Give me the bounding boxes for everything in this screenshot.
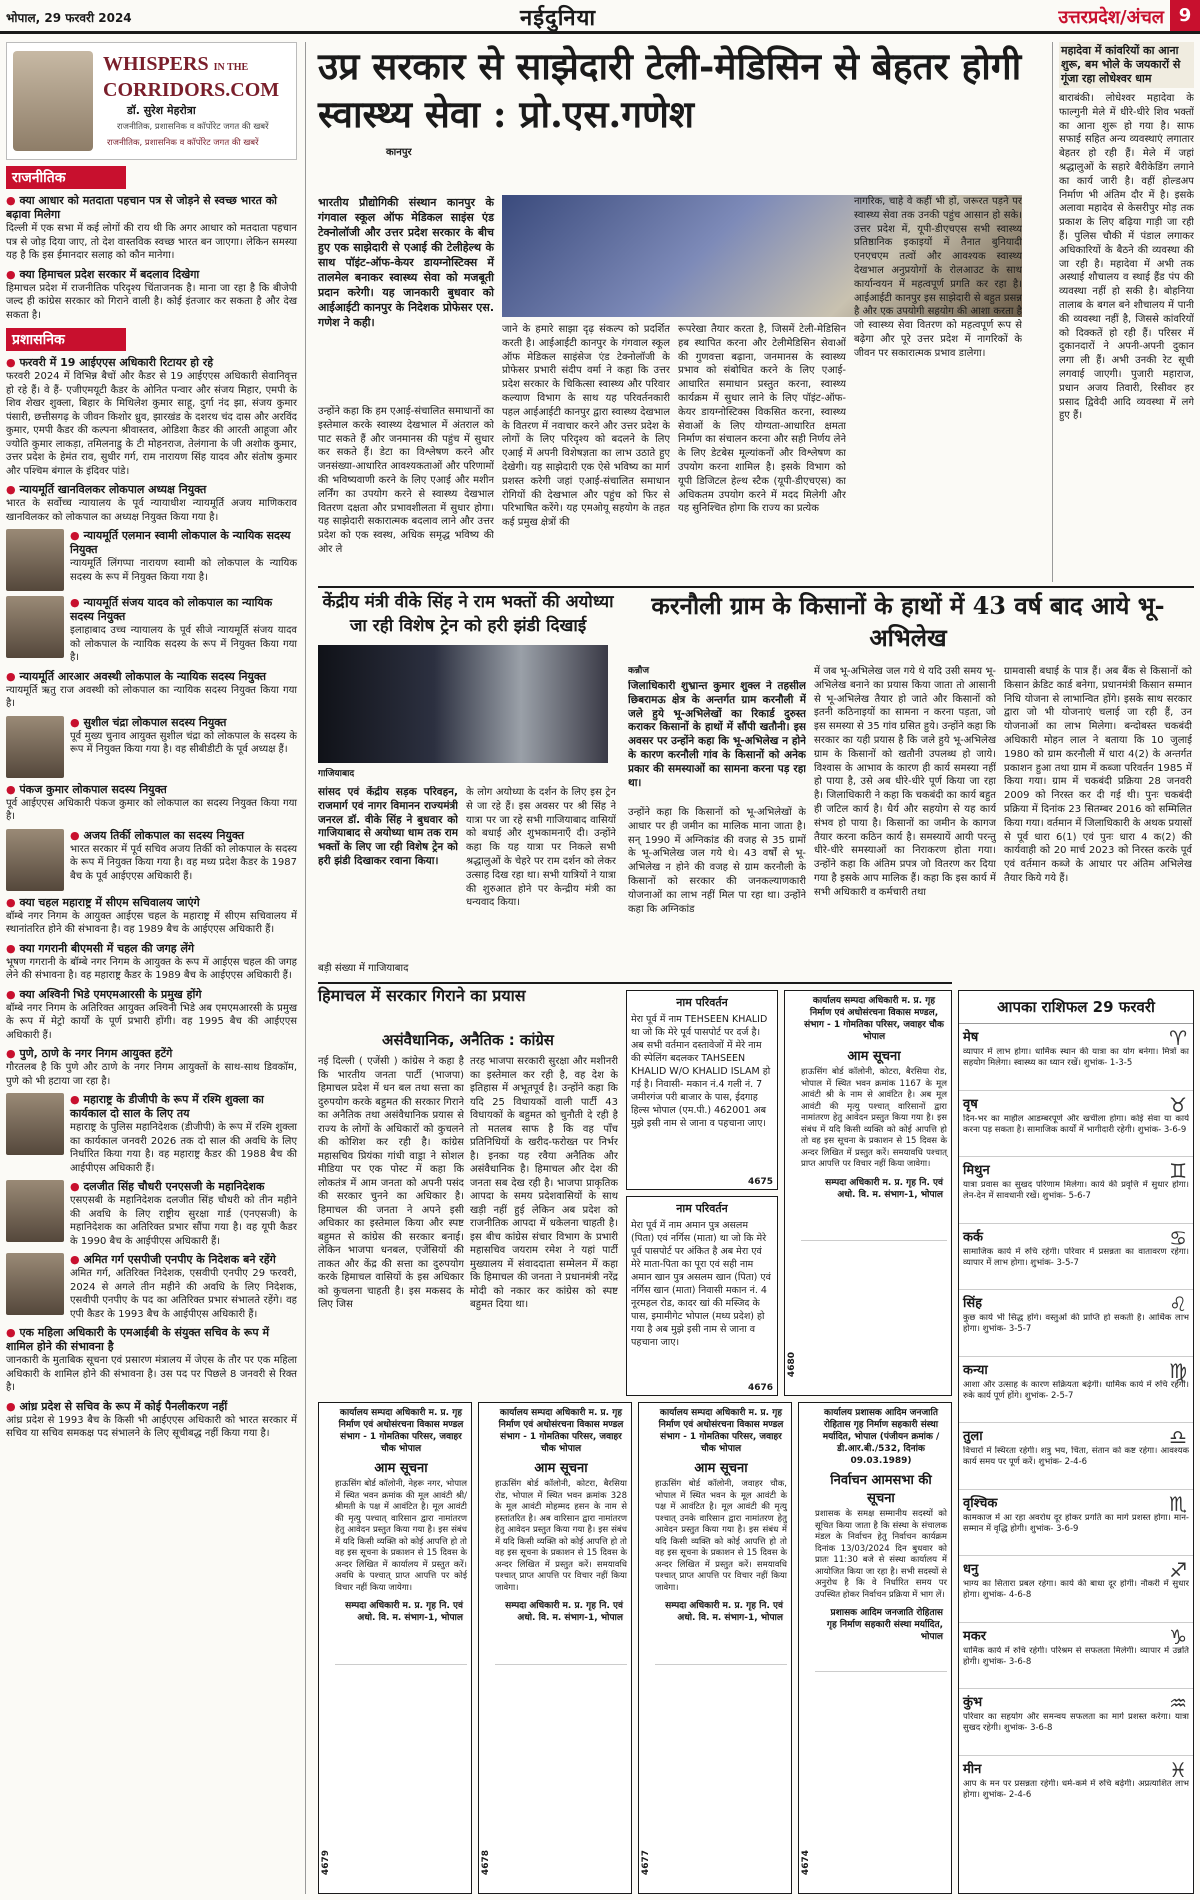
libra-icon: ♎ bbox=[1169, 1425, 1187, 1449]
train-photo bbox=[318, 645, 608, 763]
aquarius-icon: ♒ bbox=[1169, 1691, 1187, 1715]
train-col-2: के लोग अयोध्या के दर्शन के लिए इस ट्रेन से जा रहे हैं। इस अवसर पर श्री सिंह ने यात्रा पर जा रहे सभी गाजियाबाद वासियों को बधाई और शुभकामनाएँ दी। उन्होंने कहा कि यह यात्रा पर निकले सभी श्रद्धालुओं के चेहरे पर राम दर्शन को लेकर उत्साह दिख रहा था। सभी यात्रियों ने यात्रा की शुरुआत होने पर केन्द्रीय मंत्री का धन्यवाद किया। bbox=[466, 787, 616, 909]
public-notice: कार्यालय सम्पदा अधिकारी म. प्र. गृह निर्माण एवं अधोसंरचना विकास मण्डल संभाग - 1 गोमतिका परिसर, जवाहर चौक भोपाल आम सूचना हाऊसिंग बोर्ड कॉलोनी, कोटरा, बैरसिया रोड, भोपाल में स्थित भवन क्रमांक 328 के मूल आवंटी मोहम्मद हसन के नाम से हस्तांतरित है। अब वारिसान द्वारा नामांतरण हेतु आवेदन प्रस्तुत किया गया है। इस संबंध में यदि किसी व्यक्ति को कोई आपत्ति हो तो वह इस सूचना के प्रकाशन से 15 दिवस के अन्दर लिखित में प्रस्तुत करें। समयावधि पश्चात् प्राप्त आपत्ति पर विचार नहीं किया जावेगा। सम्पदा अधिकारी म. प्र. गृह नि. एवं अधो. वि. म. संभाग-1, भोपाल 4678 bbox=[478, 1402, 632, 1894]
zodiac-capricorn: मकर ♑ धार्मिक कार्य में रुचि रहेगी। परिश्रम से सफलता मिलेगी। व्यापार में उन्नति होगी। शुभांक- 3-6-8 bbox=[959, 1623, 1193, 1690]
lead-col-2: जाने के हमारे साझा दृढ़ संकल्प को प्रदर्शित करती है। आईआईटी कानपुर के गंगवाल स्कूल ऑफ मेडिकल साइंसेज एंड टेक्नोलॉजी के प्रोफेसर प्रभारी संदीप वर्मा ने कहा कि उत्तर प्रदेश सरकार के चिकित्सा स्वास्थ्य और परिवार कल्याण विभाग के साथ यह परिवर्तनकारी पहल आईआईटी कानपुर द्वारा स्वास्थ्य देखभाल के वितरण में नवाचार करने और उत्तर प्रदेश के लोगों के लिए परिदृश्य को बदलने के लिए एआई में अपनी विशेषज्ञता का लाभ उठाते हुए देखेगी। यह साझेदारी एक ऐसे भविष्य का मार्ग प्रशस्त करेगी जहां एआई-संचालित समाधान रोगियों की देखभाल और पहुंच को फिर से परिभाषित करेंगे। यह एमओयू सहयोग के तहत कई प्रमुख क्षेत्रों की bbox=[502, 324, 670, 529]
divider bbox=[318, 982, 952, 984]
zodiac-libra: तुला ♎ विचारों में स्थिरता रहेगी। शत्रु भय, चिंता, संतान को कष्ट रहेगा। आवश्यक कार्य समय पर पूर्ण करें। शुभांक- 2-4-6 bbox=[959, 1423, 1193, 1490]
author-name: डॉ. सुरेश मेहरोत्रा bbox=[127, 104, 196, 117]
zodiac-virgo: कन्या ♍ आशा और उत्साह के कारण सक्रियता बढ़ेगी। धार्मिक कार्य में रुचि रहेगी। रुके कार्य पूर्ण होंगे। शुभांक- 2-5-7 bbox=[959, 1357, 1193, 1424]
leo-icon: ♌ bbox=[1169, 1292, 1187, 1316]
left-item: ● क्या हिमाचल प्रदेश सरकार में बदलाव दिखेगा हिमाचल प्रदेश में राजनीतिक परिदृश्य चिंताजनक है। माना जा रहा है कि बीजेपी जल्द ही कांग्रेस सरकार को गिराने वाली है। कोई इंतजार कर सकता है और देख सकता है। bbox=[6, 268, 297, 323]
person-photo bbox=[6, 829, 64, 891]
zodiac-pisces: मीन ♓ आप के मन पर प्रसन्नता रहेगी। धर्म-कर्म में रुचि बढ़ेगी। अप्रत्याशित लाभ होगा। शुभांक- 2-4-6 bbox=[963, 1757, 1189, 1800]
zodiac-leo: सिंह ♌ कुछ कार्य भी सिद्ध होंगे। वस्तुओं की प्राप्ति हो सकती है। आर्थिक लाभ होगा। शुभांक- 3-5-7 bbox=[959, 1290, 1193, 1357]
public-notice: कार्यालय सम्पदा अधिकारी म. प्र. गृह निर्माण एवं अधोसंरचना विकास मण्डल, संभाग - 1 गोमतिका परिसर, जवाहर चौक भोपाल आम सूचना हाऊसिंग बोर्ड कॉलोनी, कोटरा, बैरसिया रोड, भोपाल में स्थित भवन क्रमांक 1167 के मूल आवंटी श्री के नाम से आवंटित है। अब मूल आवंटी की मृत्यु पश्चात् वारिसानों द्वारा नामांतरण हेतु आवेदन प्रस्तुत किया गया है। इस संबंध में यदि किसी व्यक्ति को कोई आपत्ति हो तो वह इस सूचना के प्रकाशन से 15 दिवस के अन्दर लिखित में प्रस्तुत करें। समयावधि पश्चात् प्राप्त आपत्ति पर विचार नहीं किया जावेगा। सम्पदा अधिकारी म. प्र. गृह नि. एवं अधो. वि. म. संभाग-1, भोपाल 4680 bbox=[784, 990, 952, 1396]
name-change-notice: नाम परिवर्तन मेरा पूर्व में नाम अमान पुत्र असलम (पिता) एवं नर्गिस (माता) था जो कि मेरे पूर्व पासपोर्ट पर अंकित है अब मेरा एवं मेरे माता-पिता का पूरा एवं सही नाम अमान खान पुत्र असलम खान (पिता) एवं नर्गिस खान (माता) निवासी मकान नं. 4 नूरमहल रोड, कादर खां की मस्जिद के पास, इमामीगेट भोपाल (मध्य प्रदेश) हो गया है अब मुझे इसी नाम से जाना व पहचाना जाए। 4676 bbox=[626, 1196, 778, 1396]
left-item: ● क्या अश्विनी भिडे एमएमआरसी के प्रमुख होंगे बॉम्बे नगर निगम के अतिरिक्त आयुक्त अश्विनी भिडे अब एमएमआरसी के प्रमुख के रूप में मेट्रो कार्यों के पूर्ण प्रभारी होंगी। वह 1995 बैच की आईएएस अधिकारी हैं। bbox=[6, 988, 297, 1043]
person-photo bbox=[6, 596, 64, 658]
election-notice: कार्यालय प्रशासक आदिम जनजाति रोहितास गृह निर्माण सहकारी संस्था मर्यादित, भोपाल (पंजीयन क्रमांक /डी.आर.बी./532, दिनांक 09.03.1989) निर्वाचन आमसभा की सूचना प्रशासक के समक्ष सम्मानीय सदस्यों को सूचित किया जाता है कि संस्था के संचालक मंडल के निर्वाचन हेतु निर्वाचन कार्यक्रम दिनांक 13/03/2024 दिन बुधवार को प्रातः 11:30 बजे से संस्था कार्यालय में आयोजित किया जा रहा है। सभी सदस्यों से अनुरोध है कि वे निर्धारित समय पर उपस्थित होकर निर्वाचन प्रक्रिया में भाग लें। प्रशासक आदिम जनजाति रोहितास गृह निर्माण सहकारी संस्था मर्यादित, भोपाल 4674 bbox=[798, 1402, 952, 1894]
whispers-tagline-2: राजनीतिक, प्रशासनिक व कॉर्पोरेट जगत की खबरें bbox=[107, 138, 259, 148]
left-item: ● महाराष्ट्र के डीजीपी के रूप में रश्मि शुक्ला का कार्यकाल दो साल के लिए तय महाराष्ट्र के पुलिस महानिदेशक (डीजीपी) के रूप में रश्मि शुक्ला का कार्यकाल जनवरी 2026 तक दो साल की अवधि के लिए निर्धारित किया गया है। वह महाराष्ट्र कैडर की 1988 बैच की आईपीएस अधिकारी हैं। bbox=[6, 1093, 297, 1175]
left-item: ● अजय तिर्की लोकपाल का सदस्य नियुक्त भारत सरकार में पूर्व सचिव अजय तिर्की को लोकपाल के सदस्य के रूप में नियुक्त किया गया है। वह मध्य प्रदेश कैडर के 1987 बैच के पूर्व आईएएस अधिकारी हैं। bbox=[6, 829, 297, 891]
train-headline: केंद्रीय मंत्री वीके सिंह ने राम भक्तों की अयोध्या जा रही विशेष ट्रेन को हरी झंडी दिखाई bbox=[322, 592, 614, 636]
left-item: ● न्यायमूर्ति एलमान स्वामी लोकपाल के न्यायिक सदस्य नियुक्त न्यायमूर्ति लिंगप्पा नारायण स्वामी को लोकपाल के न्यायिक सदस्य के रूप में नियुक्त किया गया है। bbox=[6, 529, 297, 591]
whispers-tagline: राजनीतिक, प्रशासनिक व कॉर्पोरेट जगत की खबरें bbox=[117, 122, 269, 132]
person-photo bbox=[6, 1253, 64, 1315]
left-item: ● पुणे, ठाणे के नगर निगम आयुक्त हटेंगे गौरतलब है कि पुणे और ठाणे के नगर निगम आयुक्तों के साथ-साथ डिवकॉम, पुणे को भी हटाया जा रहा है। bbox=[6, 1047, 297, 1088]
horoscope-title: आपका राशिफल 29 फरवरी bbox=[959, 991, 1193, 1024]
person-photo bbox=[6, 1180, 64, 1242]
himachal-col-2: तरह भाजपा सरकारी सुरक्षा और मशीनरी का इस्तेमाल कर रही है, वह देश के इतिहास में अभूतपूर्व है। उन्होंने कहा कि यदि 25 विधायकों वाली पार्टी 43 विधायकों के बहुमत को चुनौती दे रही है तो मतलब साफ है कि वह पाँच प्रतिनिधियों के खरीद-फरोख्त पर निर्भर है। इनका यह रवैया अनैतिक और असंवैधानिक है। हिमाचल और देश की जनता सब देख रही है। भाजपा प्राकृतिक आपदा के समय प्रदेशवासियों के साथ खड़ी नहीं हुई लेकिन अब प्रदेश को राजनीतिक आपदा में धकेलना चाहती है। इस बीच कांग्रेस संचार विभाग के प्रभारी महासचिव जयराम रमेश ने यहां पार्टी मुख्यालय में संवाददाता सम्मेलन में कहा कि हिमाचल की जनता ने प्रधानमंत्री नरेंद्र मोदी को नकार कर कांग्रेस को स्पष्ट बहुमत दिया था। bbox=[470, 1056, 618, 1310]
category-admin: प्रशासनिक bbox=[6, 328, 126, 351]
karnauli-dateline: कन्नौज bbox=[628, 666, 650, 676]
lead-story-header bbox=[318, 42, 1048, 158]
edition-date: भोपाल, 29 फरवरी 2024 bbox=[6, 11, 132, 25]
horoscope-box bbox=[958, 990, 1194, 1894]
pisces-icon: ♓ bbox=[1169, 1757, 1187, 1782]
karnauli-col-1: उन्होंने कहा कि किसानों को भू-अभिलेखों के आधार पर ही जमीन का मालिक माना जाता है। सन् 1990 में अग्निकांड की वजह से 35 ग्रामों के भू-अभिलेख जल गये थे। 43 वर्षों से भू-अभिलेख न होने की वजह से ग्राम करनौली के किसानों को सरकार की जनकल्याणकारी योजनाओं का लाभ नहीं मिल पा रहा था। उन्होंने कहा कि अग्निकांड bbox=[628, 807, 806, 915]
left-column bbox=[6, 42, 306, 1894]
left-item: ● क्या आधार को मतदाता पहचान पत्र से जोड़ने से स्वच्छ भारत को बढ़ावा मिलेगा दिल्ली में एक सभा में कई लोगों की राय थी कि अगर आधार को मतदाता पहचान पत्र से जोड़ दिया जाए, तो देश वास्तविक स्वच्छ भारत बन जाएगा। लेकिन समस्या यह है कि इस ईमानदार सलाह को कौन मानेगा। bbox=[6, 194, 297, 263]
zodiac-aquarius: कुंभ ♒ परिवार का सहयोग और समन्वय सफलता का मार्ग प्रशस्त करेगा। यात्रा सुखद रहेगी। शुभांक- 3-6-8 bbox=[959, 1689, 1193, 1756]
masthead-logo: नईदुनिया bbox=[520, 5, 597, 31]
left-item: ● न्यायमूर्ति आरआर अवस्थी लोकपाल के न्यायिक सदस्य नियुक्त न्यायमूर्ति ऋतु राज अवस्थी को लोकपाल का न्यायिक सदस्य नियुक्त किया गया है। bbox=[6, 670, 297, 711]
left-item: ● न्यायमूर्ति संजय यादव को लोकपाल का न्यायिक सदस्य नियुक्त इलाहाबाद उच्च न्यायालय के पूर्व सीजे न्यायमूर्ति संजय यादव को लोकपाल के न्यायिक सदस्य के रूप में नियुक्त किया गया है। bbox=[6, 596, 297, 665]
train-dateline: गाजियाबाद bbox=[318, 769, 355, 779]
left-item: ● दलजीत सिंह चौधरी एनएसजी के महानिदेशक एसएसबी के महानिदेशक दलजीत सिंह चौधरी को तीन महीने की अवधि के लिए राष्ट्रीय सुरक्षा गार्ड (एनएसजी) के महानिदेशक का अतिरिक्त प्रभार सौंपा गया है। वह यूपी कैडर के 1990 बैच के आईपीएस अधिकारी हैं। bbox=[6, 1180, 297, 1248]
himachal-col-1: नई दिल्ली ( एजेंसी ) कांग्रेस ने कहा है कि भारतीय जनता पार्टी (भाजपा) हिमाचल प्रदेश में धन बल तथा सत्ता का दुरुपयोग करके बहुमत की सरकार गिराने का अनैतिक तथा असंवैधानिक प्रयास से राज्य के लोगों के अधिकारों को कुचलने की कोशिश कर रही है। कांग्रेस महासचिव प्रियंका गांधी वाड्रा ने सोशल मीडिया पर एक पोस्ट में कहा कि लोकतंत्र में आम जनता को अपनी पसंद की सरकार चुनने का अधिकार है। हिमाचल की जनता ने अपने इसी अधिकार का इस्तेमाल किया और स्पष्ट बहुमत से कांग्रेस की सरकार बनाई। लेकिन भाजपा धनबल, एजेंसियों की ताकत और केंद्र की सत्ता का दुरुपयोग करके हिमाचल वासियों के इस अधिकार को कुचलना चाहती है। इस मकसद के लिए जिस bbox=[318, 1056, 464, 1310]
train-col-1b: बड़ी संख्या में गाजियाबाद bbox=[318, 963, 409, 974]
page-header bbox=[0, 0, 1200, 34]
left-item: ● क्या गगरानी बीएमसी में चहल की जगह लेंगे भूषण गगरानी के बॉम्बे नगर निगम के आयुक्त के रूप में आईएस चहल की जगह लेने की संभावना है। वह महाराष्ट्र कैडर के 1989 बैच के आईएएस अधिकारी हैं। bbox=[6, 942, 297, 983]
lead-col-3: रूपरेखा तैयार करता है, जिसमें टेली-मेडिसिन हब स्थापित करना और टेलीमेडिसिन सेवाओं की गुणवत्ता बढ़ाना, जनमानस के स्वास्थ्य प्रभाव को संबोधित करने के लिए एआई-आधारित समाधान प्रस्तुत करना, स्वास्थ्य कार्यक्रम में सुधार लाने के लिए पॉइंट-ऑफ-केयर डायग्नोस्टिक्स विकसित करना, स्वास्थ्य सेवाओं के लिए योग्यता-आधारित क्षमता निर्माण का संचालन करना और सही निर्णय लेने के लिए डेटबेस मूल्यांकनों और विश्लेषण का उपयोग करना शामिल है। इसके विभाग को यूपी डिजिटल हेल्थ स्टैक (यूपी-डीएचएस) का अधिकतम उपयोग करने में मदद मिलेगी और यह सुनिश्चित होगा कि राज्य का प्रत्येक bbox=[678, 324, 846, 515]
zodiac-aries: मेष ♈ व्यापार में लाभ होगा। धार्मिक स्थान की यात्रा का योग बनेगा। मित्रों का सहयोग मिलेगा। स्वास्थ्य का ध्यान रखें। शुभांक- 1-3-5 bbox=[959, 1024, 1193, 1091]
karnauli-col-3: ग्रामवासी बधाई के पात्र हैं। अब बैंक से किसानों को किसान क्रेडिट कार्ड बनेगा, प्रधानमंत्री किसान सम्मान निधि योजना से लाभान्वित होंगे। इसके साथ सरकार द्वारा जो भी योजनाएं चलाई जा रही हैं, उन योजनाओं का लाभ मिलेगा। बन्दोबस्त चकबंदी अधिकारी मोहन लाल ने बताया कि 10 जुलाई 1980 को ग्राम करनौली में धारा 4(2) के अन्तर्गत प्रकाशन हुआ तथा ग्राम में कब्जा परिवर्तन 1985 में किया गया। ग्राम में चकबंदी प्रक्रिया 28 जनवरी 2009 को निरस्त कर दी गई थी। पुनः चकबंदी प्रक्रिया में दिनांक 23 सितम्बर 2016 को सम्मिलित किया गया। वर्तमान में जिलाधिकारी के अथक प्रयासों से पूर्व धारा 6(1) एवं पुनः धारा 4 क(2) की कार्यवाही को 20 मार्च 2023 को निरस्त करके पूर्व एवं वर्तमान कब्जे के आधार पर अंतिम अभिलेख तैयार किये गये हैं। bbox=[1004, 666, 1192, 884]
person-photo bbox=[6, 716, 64, 778]
lead-dateline: कानपुर bbox=[386, 147, 412, 158]
left-item: ● न्यायमूर्ति खानविलकर लोकपाल अध्यक्ष नियुक्त भारत के सर्वोच्च न्यायालय के पूर्व न्यायाधीश न्यायमूर्ति अजय माणिकराव खानविलकर को लोकपाल का अध्यक्ष नियुक्त किया गया है। bbox=[6, 483, 297, 524]
zodiac-cancer: कर्क ♋ सामाजिक कार्य में रुचि रहेगी। परिवार में प्रसन्नता का वातावरण रहेगा। व्यापार में लाभ होगा। शुभांक- 3-5-7 bbox=[959, 1224, 1193, 1291]
karnauli-col-2: में जब भू-अभिलेख जल गये थे यदि उसी समय भू-अभिलेख बनाने का प्रयास किया जाता तो आसानी से भू-अभिलेख तैयार हो जाते और किसानों को इतनी कठिनाइयों का सामना न करना पड़ता, जो इस समस्या से 35 गांव ग्रसित हुये। उन्होंने कहा कि सरकार का यही प्रयास है कि जले हुये भू-अभिलेख ग्राम के किसानों को खतौनी उपलब्ध हो जाये। विश्वास के आभाव के कारण ही कार्य समस्या नहीं हो पाया है, उसे अब धीरे-धीरे पूर्ण किया जा रहा है। जिलाधिकारी ने कहा कि चकबंदी का कार्य बहुत ही जटिल कार्य है। धैर्य और सहयोग से यह कार्य संभव हो पाया है। किसानों का जमीन के कागज तैयार करना कठिन कार्य है। समस्यायें आयी परन्तु धीरे-धीरे समस्याओं का निराकरण होता गया। उन्होंने कहा कि अंतिम प्रपत्र जो वितरण कर दिया गया है इसके आप मालिक हैं। कहा कि इस कार्य में सभी अधिकारी व कर्मचारी तथा bbox=[814, 666, 996, 898]
section-title: उत्तरप्रदेश/अंचल bbox=[1058, 7, 1164, 28]
himachal-subheadline: असंवैधानिक, अनैतिक : कांग्रेस bbox=[382, 1031, 554, 1049]
lead-col-4: नागरिक, चाहे वे कहीं भी हों, जरूरत पड़ने पर स्वास्थ्य सेवा तक उनकी पहुंच आसान हो सके। उत्तर प्रदेश में, यूपी-डीएचएस सभी स्वास्थ्य प्रतिष्ठानिक इकाइयों में तैनात बुनियादी एनएचएम तत्वों और आवश्यक स्वास्थ्य देखभाल अनुप्रयोगों के रोलआउट के साथ कार्यान्वयन में महत्वपूर्ण प्रगति कर रहा है। आईआईटी कानपुर इस साझेदारी से बहुत प्रसन्न है और एक उपयोगी सहयोग की आशा करता है जो स्वास्थ्य सेवा वितरण को महत्वपूर्ण रूप से बढ़ेगा और पूरे उत्तर प्रदेश में नागरिकों के जीवन पर सकारात्मक प्रभाव डालेगा। bbox=[854, 196, 1022, 359]
sagittarius-icon: ♐ bbox=[1169, 1558, 1187, 1582]
taurus-icon: ♉ bbox=[1169, 1092, 1187, 1117]
capricorn-icon: ♑ bbox=[1169, 1624, 1187, 1649]
public-notice: कार्यालय सम्पदा अधिकारी म. प्र. गृह निर्माण एवं अधोसंरचना विकास मण्डल संभाग - 1 गोमतिका परिसर, जवाहर चौक भोपाल आम सूचना हाऊसिंग बोर्ड कॉलोनी, जवाहर चौक, भोपाल में स्थित भवन के मूल आवंटी के पक्ष में आवंटित है। मूल आवंटी की मृत्यु पश्चात् उनके वारिसान द्वारा नामांतरण हेतु आवेदन प्रस्तुत किया गया है। इस संबंध में यदि किसी व्यक्ति को कोई आपत्ति हो तो वह इस सूचना के प्रकाशन से 15 दिवस के अन्दर लिखित में प्रस्तुत करें। समयावधि पश्चात् प्राप्त आपत्ति पर विचार नहीं किया जावेगा। सम्पदा अधिकारी म. प्र. गृह नि. एवं अधो. वि. म. संभाग-1, भोपाल 4677 bbox=[638, 1402, 792, 1894]
left-item: ● फरवरी में 19 आईएएस अधिकारी रिटायर हो रहे फरवरी 2024 में विभिन्न बैचों और कैडर से 19 आईएएस अधिकारी सेवानिवृत्त हो रहे हैं। वे हैं- एजीएमयूटी कैडर के ओनित पन्वार और संजय मिहार, एमपी के शिव शेखर शुक्ला, बिहार के मिथिलेश कुमार साहू, दुर्गा नंद झा, संजय कुमार पंसारी, छत्तीसगढ़ के जीवन किशोर ध्रुव, झारखंड के दशरथ चंद दास और अरविंद कुमार, एमपी कैडर की कल्पना श्रीवास्तव, ओडिशा कैडर की आरती आहूजा और ज्योति कुमार लाकड़ा, तमिलनाडु के टी मोहनराज, तेलंगाना के जी अशोक कुमार, उत्तर प्रदेश के हेमंत राव, सुधीर गर्ग, राम नारायण सिंह यादव और संतोष कुमार और पश्चिम बंगाल के इंदिवर पांडे। bbox=[6, 356, 297, 478]
karnauli-headline: करनौली ग्राम के किसानों के हाथों में 43 वर्ष बाद आये भू-अभिलेख bbox=[651, 591, 1165, 652]
divider bbox=[318, 586, 1194, 588]
left-item: ● क्या चहल महाराष्ट्र में सीएम सचिवालय जाएंगे बॉम्बे नगर निगम के आयुक्त आईएस चहल के महाराष्ट्र में सीएम सचिवालय में स्थानांतरित होने की संभावना है। वह 1989 बैच के आईएएस अधिकारी हैं। bbox=[6, 896, 297, 937]
lead-story bbox=[318, 195, 1178, 583]
public-notice: कार्यालय सम्पदा अधिकारी म. प्र. गृह निर्माण एवं अधोसंरचना विकास मण्डल संभाग - 1 गोमतिका परिसर, जवाहर चौक भोपाल आम सूचना हाऊसिंग बोर्ड कॉलोनी, नेहरू नगर, भोपाल में स्थित भवन क्रमांक की मूल आवंटी श्री/श्रीमती के पक्ष में आवंटित है। मूल आवंटी की मृत्यु पश्चात् वारिसान द्वारा नामांतरण हेतु आवेदन प्रस्तुत किया गया है। इस संबंध में यदि किसी व्यक्ति को कोई आपत्ति हो तो वह इस सूचना के प्रकाशन से 15 दिवस के अन्दर लिखित में कार्यालय में प्रस्तुत करें। अवधि के पश्चात् प्राप्त आपत्ति पर कोई विचार नहीं किया जायेगा। सम्पदा अधिकारी म. प्र. गृह नि. एवं अधो. वि. म. संभाग-1, भोपाल 4679 bbox=[318, 1402, 472, 1894]
lead-col-1: उन्होंने कहा कि हम एआई-संचालित समाधानों का इस्तेमाल करके स्वास्थ्य देखभाल में अंतराल को पाट सकते हैं और जनमानस की पहुंच में सुधार कर सकते हैं। डेटा का विश्लेषण करने और जनसंख्या-आधारित आवश्यकताओं और परिणामों की भविष्यवाणी करने के लिए एआई और मशीन लर्निंग का उपयोग करने से स्वास्थ्य देखभाल वितरण दक्षता और प्रभावशीलता में सुधार होगा। यह साझेदारी सकारात्मक बदलाव लाने और उत्तर प्रदेश को एक स्वस्थ, अधिक समृद्ध भविष्य की ओर ले bbox=[318, 406, 494, 555]
zodiac-scorpio: वृश्चिक ♏ कामकाज में आ रहा अवरोध दूर होकर प्रगति का मार्ग प्रशस्त होगा। मान-सम्मान में वृद्धि होगी। शुभांक- 3-6-9 bbox=[959, 1490, 1193, 1557]
zodiac-taurus: वृष ♉ दिन-भर का माहौल आडम्बरपूर्ण और खर्चीला होगा। कोई सेवा या कार्य करना पड़ सकता है। सामाजिक कार्यों में भागीदारी रहेगी। शुभांक- 3-6-9 bbox=[959, 1091, 1193, 1158]
name-change-notice: नाम परिवर्तन मेरा पूर्व में नाम TEHSEEN KHALID था जो कि मेरे पूर्व पासपोर्ट पर दर्ज है। अब सभी वर्तमान दस्तावेजों में मेरे नाम की स्पेलिंग बदलकर TAHSEEN KHALID W/O KHALID ISLAM हो गई है। निवासी- मकान नं.4 गली नं. 7 जमीरगंज परी बाजार के पास, ईदगाह हिल्स भोपाल (एम.पी.) 462001 अब मुझे इसी नाम से जाना व पहचाना जाए। 4675 bbox=[626, 990, 778, 1190]
person-photo bbox=[6, 529, 64, 591]
left-item: ● पंकज कुमार लोकपाल सदस्य नियुक्त पूर्व आईएएस अधिकारी पंकज कुमार को लोकपाल का सदस्य नियुक्त किया गया है। bbox=[6, 783, 297, 824]
cancer-icon: ♋ bbox=[1169, 1225, 1187, 1250]
whispers-brand: WHISPERS IN THE CORRIDORS.COM bbox=[103, 53, 280, 101]
left-item: ● आंध्र प्रदेश से सचिव के रूप में कोई पैनलीकरण नहीं आंध्र प्रदेश से 1993 बैच के किसी भी आईएएस अधिकारी को भारत सरकार में सचिव या सचिव समकक्ष पद संभालने के लिए सूचीबद्ध नहीं किया गया है। bbox=[6, 1400, 297, 1441]
zodiac-gemini: मिथुन ♊ यात्रा प्रवास का सुखद परिणाम मिलेगा। कार्य की प्रवृत्ति में सुधार होगा। लेन-देन में सावधानी रखें। शुभांक- 5-6-7 bbox=[959, 1157, 1193, 1224]
person-photo bbox=[6, 1093, 64, 1155]
virgo-icon: ♍ bbox=[1169, 1358, 1187, 1383]
author-photo bbox=[13, 51, 93, 151]
scorpio-icon: ♏ bbox=[1169, 1491, 1187, 1516]
left-item: ● सुशील चंद्रा लोकपाल सदस्य नियुक्त पूर्व मुख्य चुनाव आयुक्त सुशील चंद्रा को लोकपाल के सदस्य के रूप में नियुक्त किया गया है। वह सीबीडीटी के पूर्व अध्यक्ष हैं। bbox=[6, 716, 297, 778]
lead-headline: उप्र सरकार से साझेदारी टेली-मेडिसिन से बेहतर होगी स्वास्थ्य सेवा : प्रो.एस.गणेश bbox=[318, 44, 1022, 136]
right-news-column bbox=[1052, 42, 1194, 582]
himachal-headline: हिमाचल में सरकार गिराने का प्रयास bbox=[318, 986, 526, 1005]
left-item: ● एक महिला अधिकारी के एमआईबी के संयुक्त सचिव के रूप में शामिल होने की संभावना है जानकारी के मुताबिक सूचना एवं प्रसारण मंत्रालय में जेएस के तौर पर एक महिला अधिकारी के शामिल होने की संभावना है। उस पद पर पिछले 8 जनवरी से रिक्त है। bbox=[6, 1326, 297, 1395]
zodiac-sagittarius: धनु ♐ भाग्य का सितारा प्रबल रहेगा। कार्य की बाधा दूर होगी। नौकरी में सुधार होगा। शुभांक- 4-6-8 bbox=[959, 1556, 1193, 1623]
whispers-banner bbox=[6, 42, 297, 160]
page-number: 9 bbox=[1170, 0, 1200, 31]
right-news-headline: महादेवा में कांवरियों का आना शुरू, बम भोले के जयकारों से गूंजा रहा लोधेश्वर धाम bbox=[1059, 42, 1194, 88]
lead-intro: भारतीय प्रौद्योगिकी संस्थान कानपुर के गंगवाल स्कूल ऑफ मेडिकल साइंस एंड टेक्नोलॉजी और उत्तर प्रदेश सरकार के बीच हुए एक साझेदारी से एआई की टेलीहेल्थ के साथ पॉइंट-ऑफ-केयर डायग्नोस्टिक्स में तालमेल बनाकर स्वास्थ्य सेवा को मजबूती प्रदान करेगी। यह जानकारी बुधवार को आईआईटी कानपुर के निदेशक प्रोफेसर एस. गणेश ने कही। bbox=[318, 196, 494, 329]
right-news-body: बाराबंकी। लोधेश्वर महादेवा के फाल्गुनी मेले में धीरे-धीरे शिव भक्तों का आना शुरू हो गया है। साफ सफाई सहित अन्य व्यवस्थाएं लगातार बेहतर हो रही हैं। मेले में जहां श्रद्धालुओं के सहारे बैरीकेडिंग लगाने का कार्य जारी है। वहीं होल्डअप निर्माण भी अंतिम दौर में है। इसके अलावा महादेव से केसरीपुर मोड़ तक प्रकाश के लिए बढ़िया गाड़ी जा रही हैं। पुलिस चौकी में पंडाल लगाकर अधिकारियों के बैठने की व्यवस्था की जा रही है। महादेवा में अभी तक अस्थाई शौचालय व स्थाई हैंड पंप की व्यवस्था नहीं हो सकी है। बोहनिया तालाब के बगल बने शौचालय में पानी की व्यवस्था नहीं है, जिससे कांवरियों को दिक्कतें हो रही हैं। परिसर में दुकानदारों ने अपनी-अपनी दुकान लगा ली हैं। अभी उनकी रेट सूची लगवाई जाएगी। पुजारी महाराज, प्रधान अजय तिवारी, रिसीवर हर प्रसाद द्विवेदी आदि व्यवस्था में लगे हुए हैं। bbox=[1059, 93, 1194, 422]
gemini-icon: ♊ bbox=[1169, 1159, 1187, 1183]
train-lead: सांसद एवं केंद्रीय सड़क परिवहन, राजमार्ग एवं नागर विमानन राज्यमंत्री जनरल डॉ. वीके सिंह ने बुधवार को गाजियाबाद से अयोध्या धाम तक राम भक्तों के लिए जा रही विशेष ट्रेन को हरी झंडी दिखाकर रवाना किया। bbox=[318, 786, 458, 867]
left-item: ● अमित गर्ग एसपीजी एनपीए के निदेशक बने रहेंगे अमित गर्ग, अतिरिक्त निदेशक, एसवीपी एनपीए 29 फरवरी, 2024 से अगले तीन महीने की अवधि के लिए निदेशक, एसवीपी एनपीए के पद का अतिरिक्त प्रभार संभालते रहेंगे। वह एपी कैडर के 1993 बैच के आईपीएस अधिकारी हैं। bbox=[6, 1253, 297, 1321]
aries-icon: ♈ bbox=[1169, 1026, 1187, 1050]
category-political: राजनीतिक bbox=[6, 166, 126, 189]
karnauli-lead: जिलाधिकारी शुभ्रान्त कुमार शुक्ल ने तहसील छिबरामऊ क्षेत्र के अन्तर्गत ग्राम करनौली में जले हुये भू-अभिलेखों का रिकार्ड दुरुस्त कराकर किसानों के हाथों में सौंपी खतौनी। इस अवसर पर उन्होंने कहा कि भू-अभिलेख न होने के कारण करनौली गांव के किसानों को अनेक प्रकार की समस्याओं का सामना करना पड़ रहा था। bbox=[628, 680, 806, 789]
